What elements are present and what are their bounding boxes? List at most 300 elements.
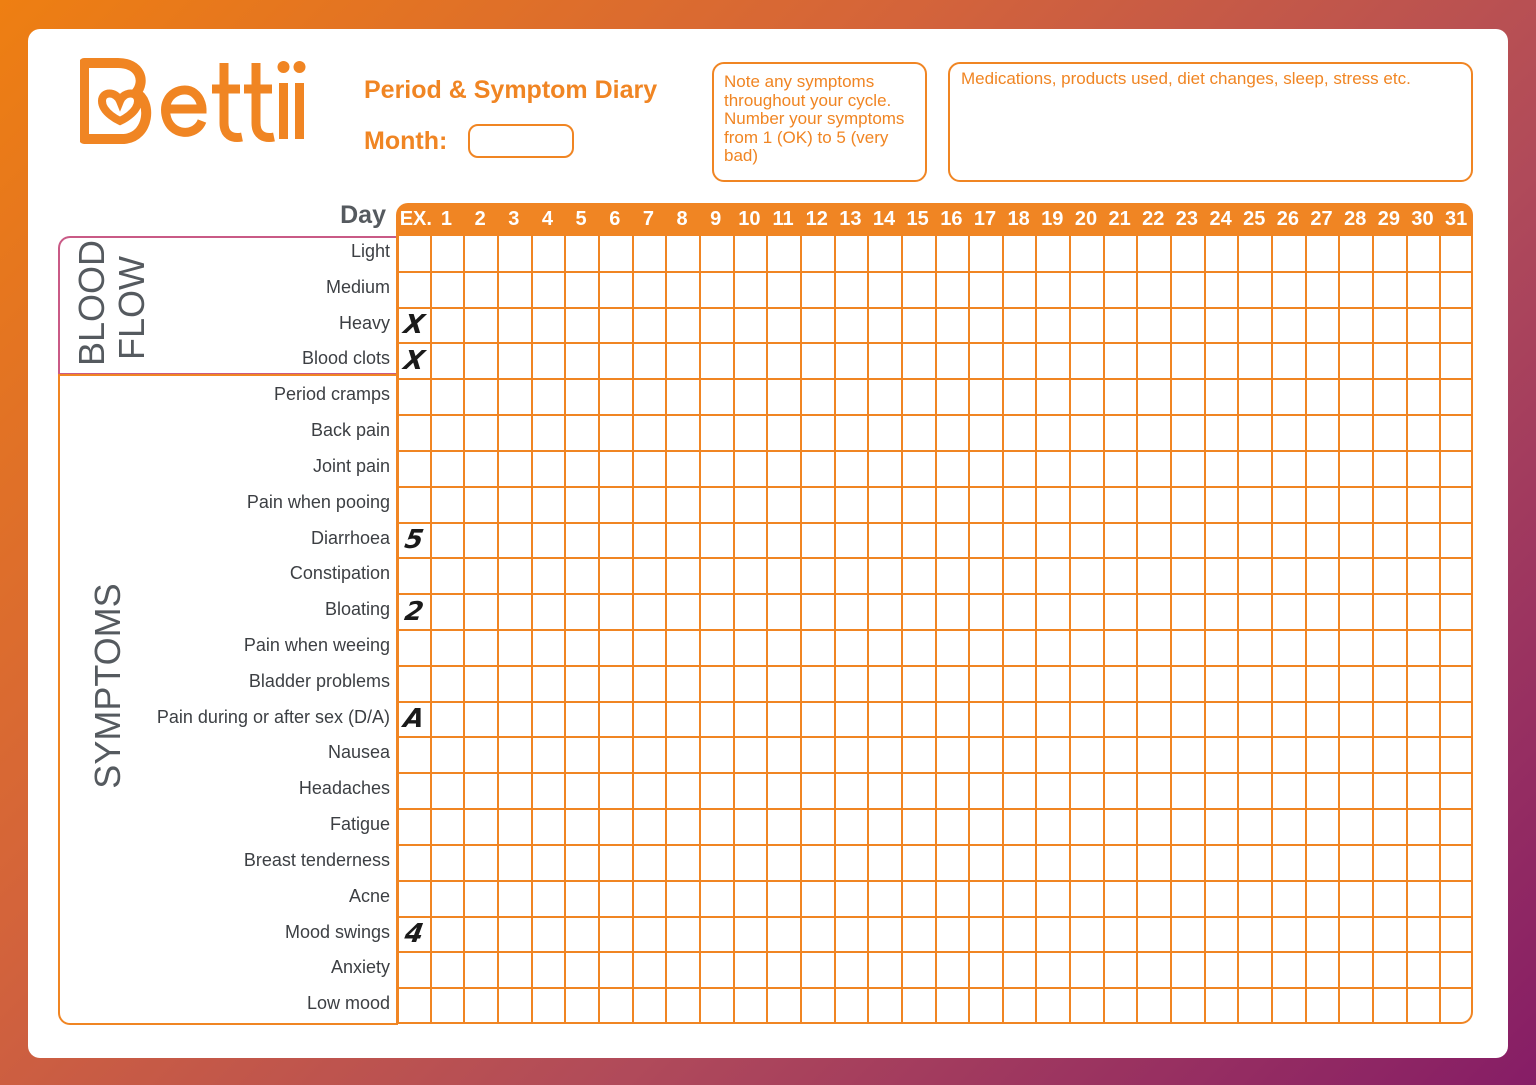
day-cell[interactable] (937, 845, 969, 880)
day-cell[interactable] (499, 952, 531, 987)
day-cell[interactable] (836, 487, 868, 522)
day-cell[interactable] (1239, 666, 1271, 701)
day-cell[interactable] (937, 702, 969, 737)
day-cell[interactable] (600, 737, 632, 772)
day-cell[interactable] (634, 379, 666, 414)
day-cell[interactable] (1408, 666, 1440, 701)
example-cell[interactable] (398, 272, 430, 307)
day-cell[interactable] (1307, 523, 1339, 558)
day-cell[interactable] (566, 272, 598, 307)
day-cell[interactable] (499, 523, 531, 558)
day-cell[interactable] (1441, 308, 1473, 343)
day-cell[interactable] (533, 594, 565, 629)
day-cell[interactable] (735, 451, 767, 486)
day-cell[interactable] (1239, 594, 1271, 629)
day-cell[interactable] (1206, 415, 1238, 450)
day-cell[interactable] (1138, 379, 1170, 414)
day-cell[interactable] (1307, 737, 1339, 772)
day-cell[interactable] (937, 988, 969, 1023)
day-cell[interactable] (735, 988, 767, 1023)
day-cell[interactable] (667, 594, 699, 629)
day-cell[interactable] (1138, 881, 1170, 916)
day-cell[interactable] (1172, 558, 1204, 593)
day-cell[interactable] (1105, 702, 1137, 737)
day-cell[interactable] (634, 809, 666, 844)
day-cell[interactable] (1206, 737, 1238, 772)
day-cell[interactable] (802, 558, 834, 593)
day-cell[interactable] (499, 809, 531, 844)
day-cell[interactable] (768, 737, 800, 772)
day-cell[interactable] (1071, 917, 1103, 952)
day-cell[interactable] (970, 988, 1002, 1023)
day-cell[interactable] (970, 845, 1002, 880)
day-cell[interactable] (499, 630, 531, 665)
day-cell[interactable] (667, 845, 699, 880)
day-cell[interactable] (600, 988, 632, 1023)
day-cell[interactable] (869, 917, 901, 952)
day-cell[interactable] (667, 379, 699, 414)
day-cell[interactable] (499, 666, 531, 701)
day-cell[interactable] (768, 308, 800, 343)
day-cell[interactable] (970, 379, 1002, 414)
day-cell[interactable] (634, 773, 666, 808)
day-cell[interactable] (1307, 773, 1339, 808)
day-cell[interactable] (600, 630, 632, 665)
day-cell[interactable] (802, 845, 834, 880)
day-cell[interactable] (1273, 809, 1305, 844)
day-cell[interactable] (499, 845, 531, 880)
example-cell[interactable] (398, 236, 430, 271)
day-cell[interactable] (1273, 952, 1305, 987)
day-cell[interactable] (1071, 737, 1103, 772)
day-cell[interactable] (566, 917, 598, 952)
day-cell[interactable] (701, 379, 733, 414)
day-cell[interactable] (1273, 702, 1305, 737)
day-cell[interactable] (1408, 415, 1440, 450)
day-cell[interactable] (1408, 917, 1440, 952)
day-cell[interactable] (1340, 308, 1372, 343)
day-cell[interactable] (432, 881, 464, 916)
day-cell[interactable] (1441, 272, 1473, 307)
day-cell[interactable] (903, 379, 935, 414)
day-cell[interactable] (836, 845, 868, 880)
day-cell[interactable] (634, 988, 666, 1023)
day-cell[interactable] (1307, 952, 1339, 987)
day-cell[interactable] (1172, 379, 1204, 414)
day-cell[interactable] (1239, 236, 1271, 271)
day-cell[interactable] (1105, 594, 1137, 629)
day-cell[interactable] (836, 917, 868, 952)
day-cell[interactable] (1138, 451, 1170, 486)
day-cell[interactable] (836, 343, 868, 378)
day-cell[interactable] (1340, 952, 1372, 987)
day-cell[interactable] (869, 272, 901, 307)
day-cell[interactable] (701, 988, 733, 1023)
day-cell[interactable] (937, 236, 969, 271)
day-cell[interactable] (768, 988, 800, 1023)
day-cell[interactable] (937, 881, 969, 916)
day-cell[interactable] (1408, 702, 1440, 737)
day-cell[interactable] (701, 666, 733, 701)
day-cell[interactable] (432, 952, 464, 987)
day-cell[interactable] (634, 702, 666, 737)
day-cell[interactable] (432, 415, 464, 450)
day-cell[interactable] (869, 773, 901, 808)
day-cell[interactable] (566, 558, 598, 593)
day-cell[interactable] (903, 523, 935, 558)
day-cell[interactable] (533, 952, 565, 987)
day-cell[interactable] (465, 379, 497, 414)
day-cell[interactable] (1374, 343, 1406, 378)
day-cell[interactable] (1374, 881, 1406, 916)
day-cell[interactable] (1206, 487, 1238, 522)
day-cell[interactable] (768, 451, 800, 486)
day-cell[interactable] (1138, 272, 1170, 307)
day-cell[interactable] (634, 666, 666, 701)
day-cell[interactable] (1273, 451, 1305, 486)
day-cell[interactable] (1441, 343, 1473, 378)
day-cell[interactable] (1138, 415, 1170, 450)
example-cell[interactable] (398, 845, 430, 880)
day-cell[interactable] (836, 308, 868, 343)
day-cell[interactable] (1273, 415, 1305, 450)
day-cell[interactable] (1374, 988, 1406, 1023)
day-cell[interactable] (1374, 236, 1406, 271)
day-cell[interactable] (667, 451, 699, 486)
example-cell[interactable] (398, 809, 430, 844)
day-cell[interactable] (432, 558, 464, 593)
example-cell[interactable] (398, 881, 430, 916)
day-cell[interactable] (735, 917, 767, 952)
day-cell[interactable] (499, 702, 531, 737)
day-cell[interactable] (432, 451, 464, 486)
day-cell[interactable] (937, 487, 969, 522)
day-cell[interactable] (465, 666, 497, 701)
day-cell[interactable] (1172, 988, 1204, 1023)
day-cell[interactable] (1374, 379, 1406, 414)
day-cell[interactable] (1273, 666, 1305, 701)
day-cell[interactable] (566, 773, 598, 808)
day-cell[interactable] (432, 809, 464, 844)
day-cell[interactable] (836, 379, 868, 414)
day-cell[interactable] (1273, 917, 1305, 952)
day-cell[interactable] (1340, 917, 1372, 952)
day-cell[interactable] (903, 415, 935, 450)
day-cell[interactable] (465, 236, 497, 271)
day-cell[interactable] (1441, 845, 1473, 880)
day-cell[interactable] (465, 917, 497, 952)
month-input[interactable] (468, 124, 574, 158)
day-cell[interactable] (1206, 558, 1238, 593)
day-cell[interactable] (1037, 917, 1069, 952)
day-cell[interactable] (970, 487, 1002, 522)
day-cell[interactable] (465, 487, 497, 522)
day-cell[interactable] (735, 737, 767, 772)
day-cell[interactable] (1138, 558, 1170, 593)
day-cell[interactable] (1374, 308, 1406, 343)
day-cell[interactable] (937, 809, 969, 844)
day-cell[interactable] (970, 415, 1002, 450)
day-cell[interactable] (1441, 881, 1473, 916)
day-cell[interactable] (1239, 917, 1271, 952)
day-cell[interactable] (634, 343, 666, 378)
day-cell[interactable] (533, 415, 565, 450)
day-cell[interactable] (768, 558, 800, 593)
day-cell[interactable] (533, 773, 565, 808)
day-cell[interactable] (634, 523, 666, 558)
day-cell[interactable] (1374, 594, 1406, 629)
day-cell[interactable] (1239, 773, 1271, 808)
day-cell[interactable] (1441, 702, 1473, 737)
day-cell[interactable] (1273, 308, 1305, 343)
day-cell[interactable] (1408, 988, 1440, 1023)
example-cell[interactable] (398, 523, 430, 558)
day-cell[interactable] (903, 594, 935, 629)
day-cell[interactable] (667, 487, 699, 522)
day-cell[interactable] (600, 451, 632, 486)
day-cell[interactable] (1172, 594, 1204, 629)
day-cell[interactable] (634, 881, 666, 916)
day-cell[interactable] (1340, 881, 1372, 916)
day-cell[interactable] (1239, 523, 1271, 558)
day-cell[interactable] (768, 343, 800, 378)
day-cell[interactable] (970, 523, 1002, 558)
day-cell[interactable] (735, 236, 767, 271)
day-cell[interactable] (1340, 809, 1372, 844)
day-cell[interactable] (600, 845, 632, 880)
day-cell[interactable] (1340, 737, 1372, 772)
day-cell[interactable] (1138, 809, 1170, 844)
day-cell[interactable] (1172, 523, 1204, 558)
day-cell[interactable] (1037, 988, 1069, 1023)
day-cell[interactable] (499, 343, 531, 378)
day-cell[interactable] (1071, 236, 1103, 271)
example-cell[interactable] (398, 666, 430, 701)
day-cell[interactable] (802, 737, 834, 772)
day-cell[interactable] (802, 630, 834, 665)
day-cell[interactable] (701, 737, 733, 772)
day-cell[interactable] (600, 487, 632, 522)
day-cell[interactable] (1239, 343, 1271, 378)
day-cell[interactable] (1071, 451, 1103, 486)
day-cell[interactable] (667, 523, 699, 558)
day-cell[interactable] (1004, 523, 1036, 558)
day-cell[interactable] (903, 630, 935, 665)
day-cell[interactable] (1071, 523, 1103, 558)
day-cell[interactable] (735, 415, 767, 450)
day-cell[interactable] (600, 308, 632, 343)
day-cell[interactable] (701, 881, 733, 916)
day-cell[interactable] (869, 737, 901, 772)
day-cell[interactable] (735, 594, 767, 629)
day-cell[interactable] (869, 702, 901, 737)
example-cell[interactable] (398, 415, 430, 450)
day-cell[interactable] (667, 343, 699, 378)
day-cell[interactable] (465, 702, 497, 737)
day-cell[interactable] (1206, 666, 1238, 701)
day-cell[interactable] (768, 523, 800, 558)
day-cell[interactable] (701, 523, 733, 558)
day-cell[interactable] (432, 308, 464, 343)
day-cell[interactable] (1206, 451, 1238, 486)
day-cell[interactable] (869, 343, 901, 378)
day-cell[interactable] (869, 415, 901, 450)
day-cell[interactable] (1004, 737, 1036, 772)
day-cell[interactable] (1105, 451, 1137, 486)
day-cell[interactable] (903, 737, 935, 772)
day-cell[interactable] (768, 952, 800, 987)
day-cell[interactable] (903, 881, 935, 916)
day-cell[interactable] (802, 272, 834, 307)
day-cell[interactable] (634, 415, 666, 450)
day-cell[interactable] (1071, 952, 1103, 987)
day-cell[interactable] (836, 451, 868, 486)
day-cell[interactable] (1441, 487, 1473, 522)
day-cell[interactable] (634, 308, 666, 343)
day-cell[interactable] (667, 702, 699, 737)
day-cell[interactable] (1441, 809, 1473, 844)
day-cell[interactable] (1408, 737, 1440, 772)
day-cell[interactable] (1172, 917, 1204, 952)
day-cell[interactable] (937, 523, 969, 558)
day-cell[interactable] (1105, 952, 1137, 987)
day-cell[interactable] (970, 308, 1002, 343)
day-cell[interactable] (1138, 845, 1170, 880)
day-cell[interactable] (1340, 236, 1372, 271)
example-cell[interactable] (398, 594, 430, 629)
day-cell[interactable] (1273, 523, 1305, 558)
day-cell[interactable] (869, 451, 901, 486)
day-cell[interactable] (1004, 236, 1036, 271)
day-cell[interactable] (1374, 809, 1406, 844)
day-cell[interactable] (1408, 272, 1440, 307)
day-cell[interactable] (566, 523, 598, 558)
day-cell[interactable] (1408, 773, 1440, 808)
day-cell[interactable] (1408, 594, 1440, 629)
day-cell[interactable] (1307, 272, 1339, 307)
example-cell[interactable] (398, 773, 430, 808)
day-cell[interactable] (1307, 845, 1339, 880)
day-cell[interactable] (1340, 415, 1372, 450)
day-cell[interactable] (970, 630, 1002, 665)
day-cell[interactable] (566, 379, 598, 414)
day-cell[interactable] (869, 666, 901, 701)
day-cell[interactable] (701, 917, 733, 952)
example-cell[interactable] (398, 451, 430, 486)
day-cell[interactable] (1374, 415, 1406, 450)
day-cell[interactable] (869, 379, 901, 414)
day-cell[interactable] (1273, 737, 1305, 772)
day-cell[interactable] (768, 236, 800, 271)
day-cell[interactable] (1004, 952, 1036, 987)
day-cell[interactable] (533, 558, 565, 593)
day-cell[interactable] (533, 737, 565, 772)
day-cell[interactable] (1374, 845, 1406, 880)
day-cell[interactable] (1206, 702, 1238, 737)
day-cell[interactable] (1374, 773, 1406, 808)
day-cell[interactable] (600, 666, 632, 701)
day-cell[interactable] (836, 558, 868, 593)
day-cell[interactable] (869, 308, 901, 343)
day-cell[interactable] (1340, 702, 1372, 737)
day-cell[interactable] (432, 666, 464, 701)
day-cell[interactable] (634, 737, 666, 772)
day-cell[interactable] (869, 630, 901, 665)
day-cell[interactable] (600, 917, 632, 952)
day-cell[interactable] (1004, 415, 1036, 450)
day-cell[interactable] (465, 845, 497, 880)
day-cell[interactable] (566, 594, 598, 629)
day-cell[interactable] (566, 737, 598, 772)
day-cell[interactable] (1037, 523, 1069, 558)
example-cell[interactable] (398, 487, 430, 522)
day-cell[interactable] (903, 666, 935, 701)
day-cell[interactable] (701, 845, 733, 880)
day-cell[interactable] (1037, 952, 1069, 987)
day-cell[interactable] (634, 917, 666, 952)
day-cell[interactable] (1441, 988, 1473, 1023)
day-cell[interactable] (1037, 881, 1069, 916)
day-cell[interactable] (465, 881, 497, 916)
day-cell[interactable] (1307, 379, 1339, 414)
day-cell[interactable] (566, 988, 598, 1023)
day-cell[interactable] (970, 343, 1002, 378)
day-cell[interactable] (836, 809, 868, 844)
example-cell[interactable] (398, 988, 430, 1023)
day-cell[interactable] (600, 558, 632, 593)
day-cell[interactable] (432, 702, 464, 737)
day-cell[interactable] (1408, 379, 1440, 414)
day-cell[interactable] (499, 917, 531, 952)
day-cell[interactable] (970, 917, 1002, 952)
day-cell[interactable] (1273, 379, 1305, 414)
day-cell[interactable] (432, 379, 464, 414)
day-cell[interactable] (768, 487, 800, 522)
day-cell[interactable] (1441, 379, 1473, 414)
day-cell[interactable] (1340, 666, 1372, 701)
day-cell[interactable] (1206, 881, 1238, 916)
day-cell[interactable] (1374, 737, 1406, 772)
day-cell[interactable] (1172, 343, 1204, 378)
day-cell[interactable] (735, 809, 767, 844)
day-cell[interactable] (903, 343, 935, 378)
day-cell[interactable] (1138, 594, 1170, 629)
day-cell[interactable] (1374, 702, 1406, 737)
day-cell[interactable] (836, 523, 868, 558)
day-cell[interactable] (566, 487, 598, 522)
day-cell[interactable] (937, 666, 969, 701)
day-cell[interactable] (1441, 594, 1473, 629)
day-cell[interactable] (533, 236, 565, 271)
day-cell[interactable] (836, 415, 868, 450)
day-cell[interactable] (1340, 558, 1372, 593)
day-cell[interactable] (1138, 988, 1170, 1023)
day-cell[interactable] (1206, 630, 1238, 665)
day-cell[interactable] (432, 343, 464, 378)
day-cell[interactable] (1004, 343, 1036, 378)
day-cell[interactable] (1071, 809, 1103, 844)
day-cell[interactable] (1004, 630, 1036, 665)
day-cell[interactable] (1441, 451, 1473, 486)
day-cell[interactable] (1004, 988, 1036, 1023)
day-cell[interactable] (970, 702, 1002, 737)
day-cell[interactable] (634, 558, 666, 593)
day-cell[interactable] (499, 308, 531, 343)
day-cell[interactable] (533, 272, 565, 307)
day-cell[interactable] (836, 272, 868, 307)
day-cell[interactable] (465, 523, 497, 558)
day-cell[interactable] (937, 415, 969, 450)
